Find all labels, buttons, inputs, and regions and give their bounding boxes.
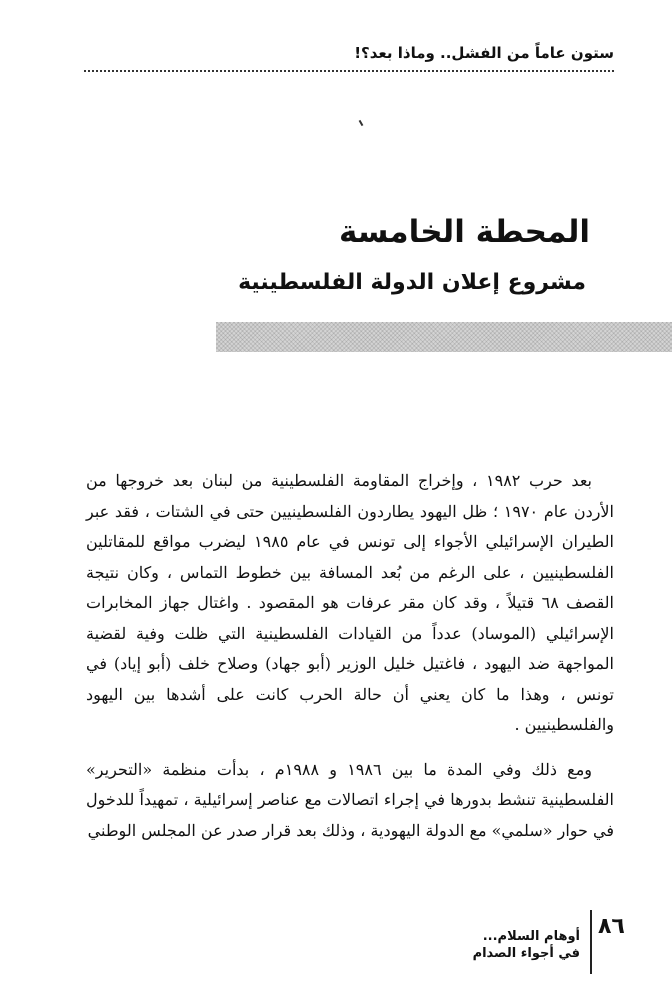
chapter-subtitle: مشروع إعلان الدولة الفلسطينية (238, 270, 586, 295)
chapter-title: المحطة الخامسة (339, 214, 590, 250)
book-title-line-2: في أجواء الصدام (472, 946, 580, 961)
stray-mark (359, 120, 364, 126)
decorative-band (216, 322, 672, 352)
body-text (86, 466, 614, 846)
page-footer (0, 910, 672, 986)
footer-divider (590, 910, 592, 974)
book-title (440, 928, 580, 962)
page-number: ٨٦ (598, 914, 625, 939)
running-header: ستون عاماً من الفشل.. وماذا بعد؟! (84, 44, 614, 72)
paragraph-2: ومع ذلك وفي المدة ما بين ١٩٨٦ و ١٩٨٨م ، بدأت منظمة «التحرير» الفلسطينية تنشط بدورها في إجراء اتصالات مع عناصر إسرائيلية ، تمهيداً للدخول في حوار «سلمي» مع الدولة اليهودية ، وذلك بعد قرار صدر عن المجلس الوطني (86, 759, 614, 840)
paragraph-1: بعد حرب ١٩٨٢ ، وإخراج المقاومة الفلسطينية من لبنان بعد خروجها من الأردن عام ١٩٧٠ ؛ ظل اليهود يطاردون الفلسطينيين حتى في الشتات ، فقد عبر الطيران الإسرائيلي الأجواء إلى تونس في عام ١٩٨٥ ليضرب مواقع للمقاتلين الفلسطينيين ، على الرغم من بُعد المسافة بين خطوط التماس ، وكان نتيجة القصف ٦٨ قتيلاً ، وقد كان مقر عرفات هو المقصود . واغتال جهاز المخابرات الإسرائيلي (الموساد) عدداً من القيادات الفلسطينية التي ظلت وفية لقضية المواجهة ضد اليهود ، فاغتيل خليل الوزير (أبو جهاد) وصلاح خلف (أبو إياد) في تونس ، وهذا ما كان يعني أن حالة الحرب كانت على أشدها بين اليهود والفلسطينيين . (86, 471, 615, 734)
book-title-line-1: أوهام السلام... (482, 929, 580, 944)
